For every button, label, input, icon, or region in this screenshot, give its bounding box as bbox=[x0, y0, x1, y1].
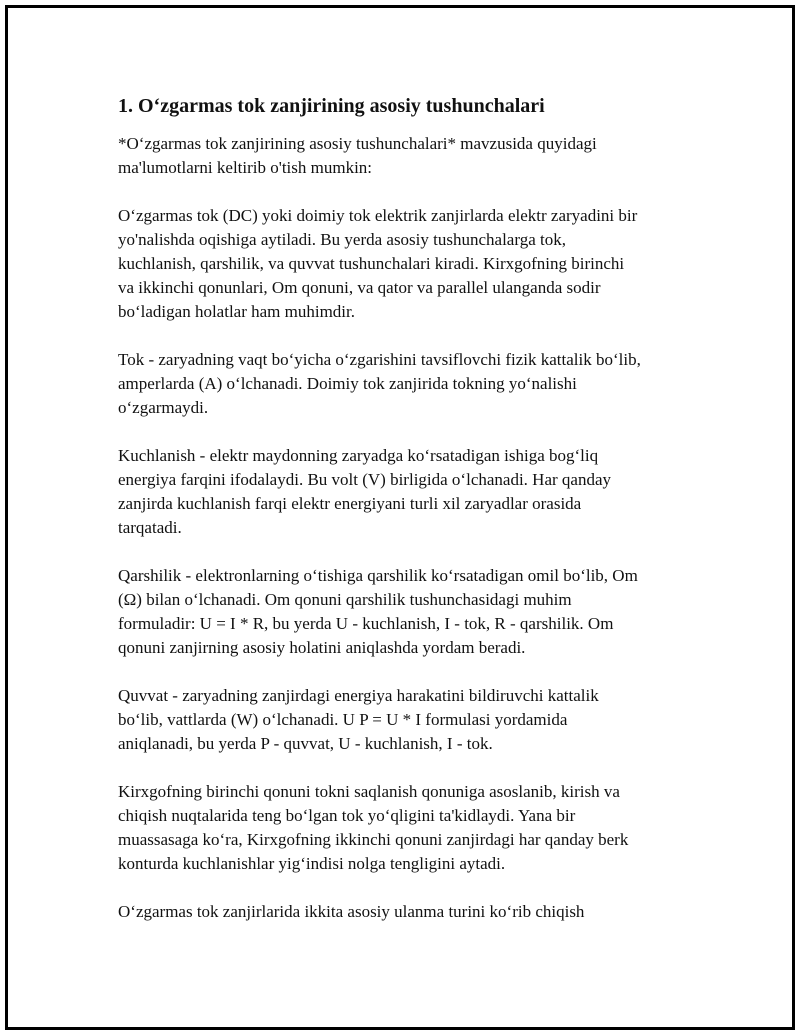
paragraph-line: tarqatadi. bbox=[118, 518, 182, 537]
paragraph-line: bo‘ladigan holatlar ham muhimdir. bbox=[118, 302, 356, 321]
paragraph-voltage bbox=[118, 444, 698, 540]
paragraph-dc-definition bbox=[118, 204, 698, 324]
paragraph-line: (Ω) bilan o‘lchanadi. Om qonuni qarshilik tushunchasidagi muhim bbox=[118, 590, 572, 609]
paragraph-line: Kuchlanish - elektr maydonning zaryadga ko‘rsatadigan ishiga bog‘liq bbox=[118, 446, 599, 465]
paragraph-line: Quvvat - zaryadning zanjirdagi energiya harakatini bildiruvchi kattalik bbox=[118, 686, 599, 705]
document-body bbox=[118, 92, 698, 948]
paragraph-line: *O‘zgarmas tok zanjirining asosiy tushunchalari* mavzusida quyidagi bbox=[118, 134, 597, 153]
paragraph-line: ma'lumotlarni keltirib o'tish mumkin: bbox=[118, 158, 373, 177]
paragraph-line: zanjirda kuchlanish farqi elektr energiyani turli xil zaryadlar orasida bbox=[118, 494, 582, 513]
paragraph-line: O‘zgarmas tok (DC) yoki doimiy tok elektrik zanjirlarda elektr zaryadini bir bbox=[118, 206, 638, 225]
paragraph-line: va ikkinchi qonunlari, Om qonuni, va qator va parallel ulanganda sodir bbox=[118, 278, 601, 297]
paragraph-line: Tok - zaryadning vaqt bo‘yicha o‘zgarishini tavsiflovchi fizik kattalik bo‘lib, bbox=[118, 350, 641, 369]
paragraph-intro bbox=[118, 132, 698, 180]
paragraph-line: energiya farqini ifodalaydi. Bu volt (V) birligida o‘lchanadi. Har qanday bbox=[118, 470, 611, 489]
section-heading: 1. O‘zgarmas tok zanjirining asosiy tushunchalari bbox=[118, 95, 545, 117]
paragraph-line: O‘zgarmas tok zanjirlarida ikkita asosiy ulanma turini ko‘rib chiqish bbox=[118, 902, 585, 921]
paragraph-line: kuchlanish, qarshilik, va quvvat tushunchalari kiradi. Kirxgofning birinchi bbox=[118, 254, 625, 273]
paragraph-power bbox=[118, 684, 698, 756]
paragraph-line: yo'nalishda oqishiga aytiladi. Bu yerda asosiy tushunchalarga tok, bbox=[118, 230, 566, 249]
paragraph-line: konturda kuchlanishlar yig‘indisi nolga tengligini aytadi. bbox=[118, 854, 506, 873]
paragraph-line: bo‘lib, vattlarda (W) o‘lchanadi. U P = U * I formulasi yordamida bbox=[118, 710, 568, 729]
paragraph-line: muassasaga ko‘ra, Kirxgofning ikkinchi qonuni zanjirdagi har qanday berk bbox=[118, 830, 629, 849]
paragraph-line: formuladir: U = I * R, bu yerda U - kuchlanish, I - tok, R - qarshilik. Om bbox=[118, 614, 614, 633]
paragraph-line: Qarshilik - elektronlarning o‘tishiga qarshilik ko‘rsatadigan omil bo‘lib, Om bbox=[118, 566, 638, 585]
paragraph-line: amperlarda (A) o‘lchanadi. Doimiy tok zanjirida tokning yo‘nalishi bbox=[118, 374, 577, 393]
paragraph-line: Kirxgofning birinchi qonuni tokni saqlanish qonuniga asoslanib, kirish va bbox=[118, 782, 620, 801]
paragraph-current bbox=[118, 348, 698, 420]
paragraph-line: o‘zgarmaydi. bbox=[118, 398, 209, 417]
paragraph-line: chiqish nuqtalarida teng bo‘lgan tok yo‘qligini ta'kidlaydi. Yana bir bbox=[118, 806, 576, 825]
paragraph-resistance bbox=[118, 564, 698, 660]
paragraph-kirchhoff bbox=[118, 780, 698, 876]
paragraph-line: aniqlanadi, bu yerda P - quvvat, U - kuchlanish, I - tok. bbox=[118, 734, 493, 753]
paragraph-connections bbox=[118, 900, 698, 924]
paragraph-line: qonuni zanjirning asosiy holatini aniqlashda yordam beradi. bbox=[118, 638, 526, 657]
